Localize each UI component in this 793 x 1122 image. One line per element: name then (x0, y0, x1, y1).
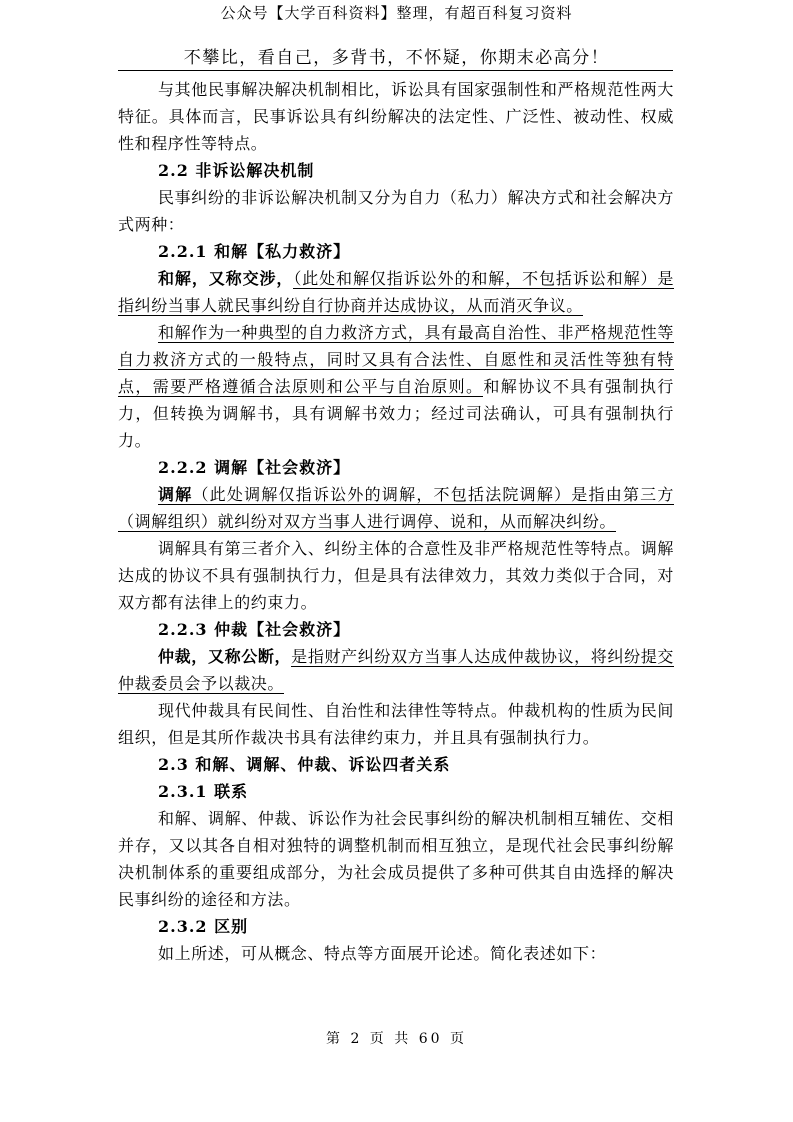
paragraph-settlement-definition (118, 265, 674, 319)
paragraph-non-litigation: 民事纠纷的非诉讼解决机制又分为自力（私力）解决方式和社会解决方式两种： (118, 188, 674, 234)
term-settlement: 和解，又称交涉， (158, 269, 294, 288)
page-body (118, 76, 674, 967)
settlement-features-text: 和解作为一种典型的自力救济方式，具有最高自治性、非严格规范性等自力救济方式的一般特点，同时又具有合法性、自愿性和灵活性等独有特点，需要严格遵循合法原则和公平与自治原则。 (118, 323, 674, 396)
paragraph-mediation-definition (118, 481, 674, 535)
heading-2-2-2: 2.2.2 调解【社会救济】 (158, 458, 351, 477)
paragraph-mediation-features: 调解具有第三者介入、纠纷主体的合意性及非严格规范性等特点。调解达成的协议不具有强制执行力，但是具有法律效力，其效力类似于合同，对双方都有法律上的约束力。 (118, 539, 674, 612)
settlement-agreement-text: 和解协议不具有强制执行力，但转换为调解书，具有调解书效力；经过司法确认，可具有强制执行力。 (118, 377, 674, 450)
paragraph-relationship: 和解、调解、仲裁、诉讼作为社会民事纠纷的解决机制相互辅佐、交相并存，又以其各自相对独特的调整机制而相互独立，是现代社会民事纠纷解决机制体系的重要组成部分，为社会成员提供了多种可供其自由选择的解决民事纠纷的途径和方法。 (118, 809, 674, 909)
header-motto: 不攀比，看自己，多背书，不怀疑，你期末必高分！ (183, 48, 610, 68)
paragraph-arbitration-definition (118, 643, 674, 697)
paragraph-differences: 如上所述，可从概念、特点等方面展开论述。简化表述如下： (158, 944, 607, 963)
arbitration-definition-text: 是指财产纠纷双方当事人达成仲裁协议，将纠纷提交仲裁委员会予以裁决。 (118, 647, 674, 693)
paragraph-litigation-features: 与其他民事解决解决机制相比，诉讼具有国家强制性和严格规范性两大特征。具体而言，民事诉讼具有纠纷解决的法定性、广泛性、被动性、权威性和程序性等特点。 (118, 80, 674, 153)
mediation-definition-text: （此处调解仅指诉讼外的调解，不包括法院调解）是指由第三方（调解组织）就纠纷对双方当事人进行调停、说和，从而解决纠纷。 (118, 485, 674, 531)
header-divider (118, 70, 673, 71)
paragraph-arbitration-features: 现代仲裁具有民间性、自治性和法律性等特点。仲裁机构的性质为民间组织，但是其所作裁决书具有法律约束力，并且具有强制执行力。 (118, 701, 674, 747)
term-mediation: 调解 (158, 485, 193, 504)
heading-2-2-1: 2.2.1 和解【私力救济】 (158, 242, 351, 261)
heading-2-3-2: 2.3.2 区别 (158, 917, 249, 936)
page-number: 第 2 页 共 60 页 (326, 1031, 467, 1047)
settlement-definition-text: （此处和解仅指诉讼外的和解，不包括诉讼和解）是指纠纷当事人就民事纠纷自行协商并达成协议，从而消灭争议。 (118, 269, 674, 315)
heading-2-2-3: 2.2.3 仲裁【社会救济】 (158, 620, 351, 639)
heading-2-2: 2.2 非诉讼解决机制 (158, 161, 315, 180)
paragraph-settlement-features (118, 319, 674, 454)
header-source: 公众号【大学百科资料】整理，有超百科复习资料 (220, 4, 573, 22)
term-arbitration: 仲裁，又称公断， (158, 647, 292, 666)
heading-2-3: 2.3 和解、调解、仲裁、诉讼四者关系 (158, 755, 451, 774)
heading-2-3-1: 2.3.1 联系 (158, 782, 249, 801)
